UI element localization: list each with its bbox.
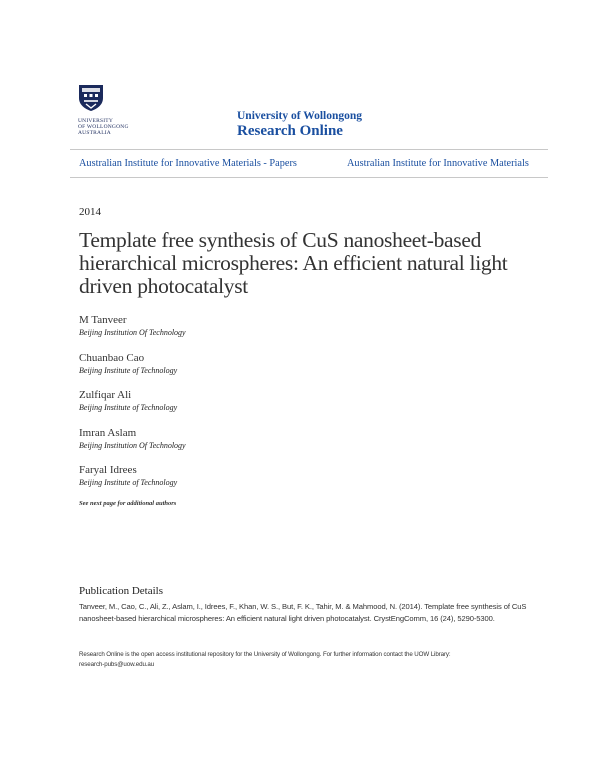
institute-link[interactable]: Australian Institute for Innovative Materials: [347, 158, 529, 169]
divider-bottom: [70, 177, 548, 178]
repository-footer: [79, 650, 549, 670]
paper-title: Template free synthesis of CuS nanosheet-based hierarchical microspheres: An efficient natural light driven photocatalyst: [79, 228, 508, 298]
logo-line-1: UNIVERSITY: [78, 118, 113, 124]
author-entry: [79, 426, 186, 464]
papers-collection-link[interactable]: Australian Institute for Innovative Materials - Papers: [79, 158, 297, 169]
logo-line-3: AUSTRALIA: [78, 130, 111, 137]
author-affiliation: Beijing Institution Of Technology: [79, 328, 186, 337]
author-name: Zulfiqar Ali: [79, 389, 132, 401]
logo-wordmark: [78, 118, 148, 137]
author-affiliation: Beijing Institute of Technology: [79, 478, 178, 487]
author-name: Imran Aslam: [79, 426, 137, 439]
author-name: Chuanbao Cao: [79, 351, 145, 364]
publication-year: 2014: [79, 206, 101, 218]
divider-top: [70, 149, 548, 150]
repository-header: [237, 110, 362, 140]
author-affiliation: Beijing Institution Of Technology: [79, 440, 186, 450]
publication-details-heading: Publication Details: [79, 585, 164, 597]
author-entry: [79, 351, 186, 389]
additional-authors-note: See next page for additional authors: [79, 500, 177, 507]
publication-details-text: Tanveer, M., Cao, C., Ali, Z., Aslam, I., Idrees, F., Khan, W. S., But, F. K., Tahir, M. & Mahmood, N. (2014). Template free synthesis of CuS nanosheet-based hierarchical microspheres: An efficient natural light driven photocatalyst. CrystEngComm, 16 (24), 5290-5300.: [79, 602, 527, 623]
logo-line-2: OF WOLLONGONG: [78, 124, 129, 131]
author-name: Faryal Idrees: [79, 464, 137, 476]
university-name[interactable]: University of Wollongong: [237, 110, 363, 122]
author-entry: [79, 463, 186, 501]
author-name: M Tanveer: [79, 314, 127, 326]
uow-logo[interactable]: [78, 84, 148, 137]
author-entry: [79, 313, 186, 351]
crest-icon: [78, 84, 104, 112]
author-list: [79, 313, 186, 501]
footer-email-link[interactable]: research-pubs@uow.edu.au: [79, 661, 155, 668]
footer-text: Research Online is the open access institutional repository for the University of Wollongong. For further information contact the UOW Library:: [79, 651, 451, 658]
author-affiliation: Beijing Institute of Technology: [79, 365, 178, 375]
author-affiliation: Beijing Institute of Technology: [79, 403, 178, 412]
research-online-link[interactable]: Research Online: [237, 123, 343, 139]
author-entry: [79, 388, 186, 426]
